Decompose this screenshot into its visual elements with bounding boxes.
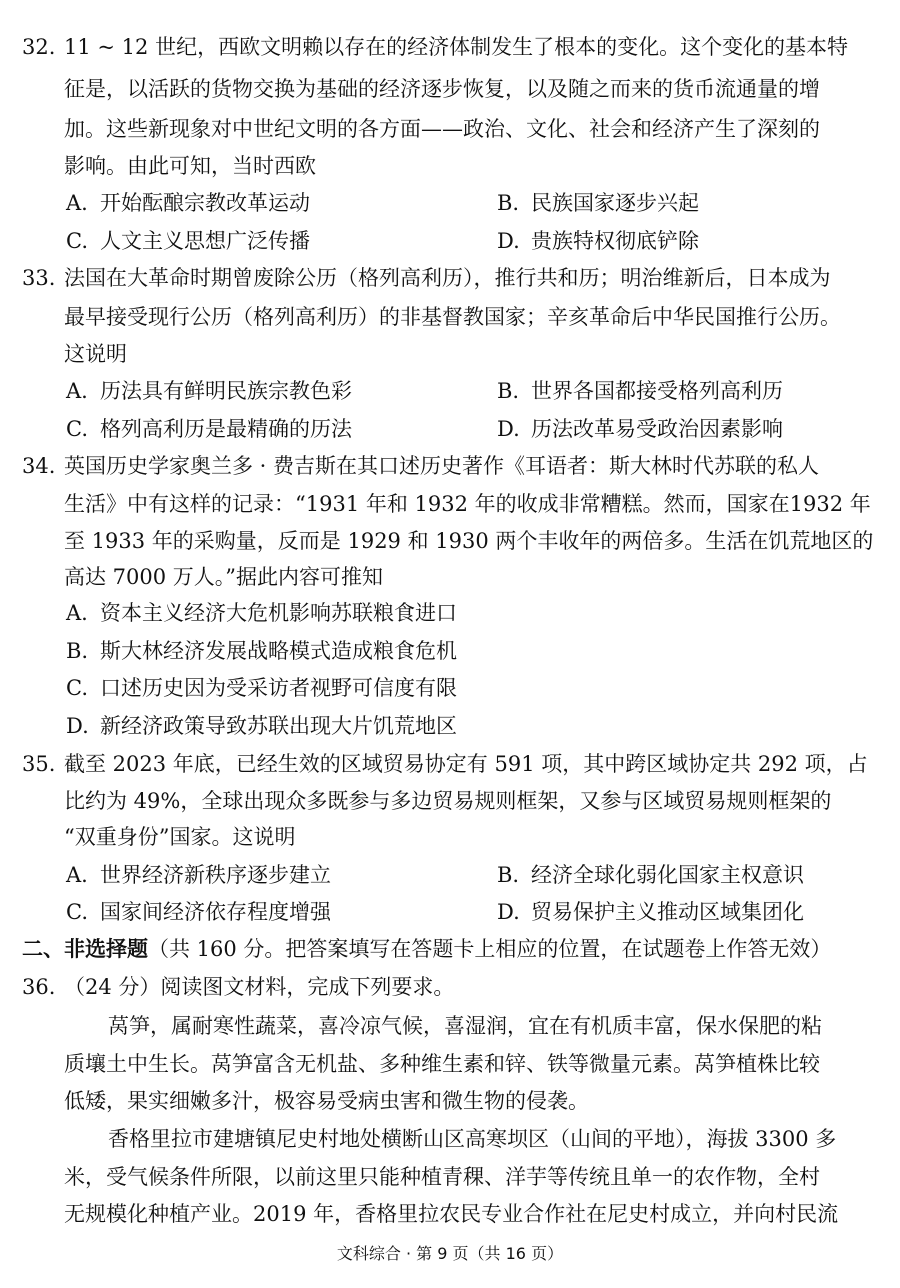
question-33-line-2: 最早接受现行公历（格列高利历）的非基督教国家；辛亥革命后中华民国推行公历。 (64, 305, 841, 329)
question-36-number: 36. (22, 975, 56, 999)
question-33-line-1: 法国在大革命时期曾废除公历（格列高利历），推行共和历；明治维新后，日本成为 (64, 266, 831, 290)
material-para1-line-2: 质壤土中生长。莴笋富含无机盐、多种维生素和锌、铁等微量元素。莴笋植株比较 (64, 1052, 820, 1076)
page-footer: 文科综合 · 第 9 页（共 16 页） (336, 1244, 564, 1263)
option-text: 人文主义思想广泛传播 (100, 229, 310, 253)
option-text: 经济全球化弱化国家主权意识 (531, 863, 804, 887)
option-text: 贸易保护主义推动区域集团化 (531, 900, 804, 924)
option-letter: A. (66, 191, 88, 215)
option-text: 世界经济新秩序逐步建立 (100, 863, 331, 887)
question-33-number: 33. (22, 266, 56, 290)
question-34-option-d (66, 711, 457, 741)
option-text: 贵族特权彻底铲除 (531, 229, 699, 253)
question-33-option-c (66, 414, 352, 444)
option-letter: B. (66, 639, 89, 663)
option-letter: C. (66, 417, 88, 441)
option-text: 历法具有鲜明民族宗教色彩 (100, 379, 352, 403)
question-35-line-2: 比约为 49%，全球出现众多既参与多边贸易规则框架，又参与区域贸易规则框架的 (64, 789, 832, 813)
question-34-line-2: 生活》中有这样的记录：“1931 年和 1932 年的收成非常糟糕。然而，国家在1932 年 (64, 492, 871, 516)
option-text: 资本主义经济大危机影响苏联粮食进口 (100, 601, 457, 625)
question-34-line-4: 高达 7000 万人。”据此内容可推知 (64, 565, 384, 589)
question-35-option-c (66, 897, 331, 927)
question-35-option-a (66, 860, 331, 890)
material-para1-line-1: 莴笋，属耐寒性蔬菜，喜冷凉气候，喜湿润，宜在有机质丰富，保水保肥的粘 (108, 1014, 822, 1038)
material-para1-line-3: 低矮，果实细嫩多汁，极容易受病虫害和微生物的侵袭。 (64, 1089, 589, 1113)
question-33-option-b (497, 376, 783, 406)
section-title: 二、非选择题 (22, 936, 148, 961)
question-32-option-a (66, 188, 310, 218)
question-33-option-d (497, 414, 783, 444)
question-35-option-b (497, 860, 804, 890)
section-heading (22, 934, 831, 964)
option-letter: A. (66, 863, 88, 887)
option-text: 世界各国都接受格列高利历 (531, 379, 783, 403)
option-text: 口述历史因为受采访者视野可信度有限 (100, 676, 457, 700)
question-36-intro: （24 分）阅读图文材料，完成下列要求。 (64, 975, 455, 999)
option-letter: C. (66, 676, 88, 700)
question-34-line-1: 英国历史学家奥兰多 · 费吉斯在其口述历史著作《耳语者：斯大林时代苏联的私人 (64, 454, 820, 478)
question-35-line-3: “双重身份”国家。这说明 (64, 825, 296, 849)
question-32-line-1: 11 ~ 12 世纪，西欧文明赖以存在的经济体制发生了根本的变化。这个变化的基本特 (64, 35, 849, 59)
material-para2-line-3: 无规模化种植产业。2019 年，香格里拉农民专业合作社在尼史村成立，并向村民流 (64, 1202, 839, 1226)
option-text: 斯大林经济发展战略模式造成粮食危机 (100, 639, 457, 663)
option-letter: D. (497, 417, 520, 441)
option-letter: D. (497, 900, 520, 924)
question-32-number: 32. (22, 35, 56, 59)
option-letter: B. (497, 379, 520, 403)
question-35-number: 35. (22, 752, 56, 776)
option-text: 格列高利历是最精确的历法 (100, 417, 352, 441)
section-note: （共 160 分。把答案填写在答题卡上相应的位置，在试题卷上作答无效） (148, 937, 832, 961)
question-32-line-2: 征是，以活跃的货物交换为基础的经济逐步恢复，以及随之而来的货币流通量的增 (64, 77, 820, 101)
question-35-option-d (497, 897, 804, 927)
option-letter: C. (66, 229, 88, 253)
question-34-option-c (66, 673, 457, 703)
question-35-line-1: 截至 2023 年底，已经生效的区域贸易协定有 591 项，其中跨区域协定共 292 项，占 (64, 752, 868, 776)
question-32-option-d (497, 226, 699, 256)
question-34-number: 34. (22, 454, 56, 478)
option-letter: A. (66, 379, 88, 403)
material-para2-line-1: 香格里拉市建塘镇尼史村地处横断山区高寒坝区（山间的平地），海拔 3300 多 (108, 1127, 837, 1151)
option-letter: C. (66, 900, 88, 924)
question-32-line-4: 影响。由此可知，当时西欧 (64, 154, 316, 178)
option-text: 新经济政策导致苏联出现大片饥荒地区 (100, 714, 457, 738)
option-text: 国家间经济依存程度增强 (100, 900, 331, 924)
question-32-option-c (66, 226, 310, 256)
question-34-option-a (66, 598, 457, 628)
option-letter: A. (66, 601, 88, 625)
option-letter: D. (66, 714, 89, 738)
question-34-option-b (66, 636, 457, 666)
option-text: 开始酝酿宗教改革运动 (100, 191, 310, 215)
question-33-option-a (66, 376, 352, 406)
option-text: 民族国家逐步兴起 (531, 191, 699, 215)
question-32-option-b (497, 188, 699, 218)
question-32-line-3: 加。这些新现象对中世纪文明的各方面——政治、文化、社会和经济产生了深刻的 (64, 117, 820, 141)
option-text: 历法改革易受政治因素影响 (531, 417, 783, 441)
option-letter: D. (497, 229, 520, 253)
option-letter: B. (497, 191, 520, 215)
question-33-line-3: 这说明 (64, 342, 127, 366)
option-letter: B. (497, 863, 520, 887)
question-34-line-3: 至 1933 年的采购量，反而是 1929 和 1930 两个丰收年的两倍多。生活在饥荒地区的 (64, 529, 874, 553)
material-para2-line-2: 米，受气候条件所限，以前这里只能种植青稞、洋芋等传统且单一的农作物，全村 (64, 1165, 820, 1189)
